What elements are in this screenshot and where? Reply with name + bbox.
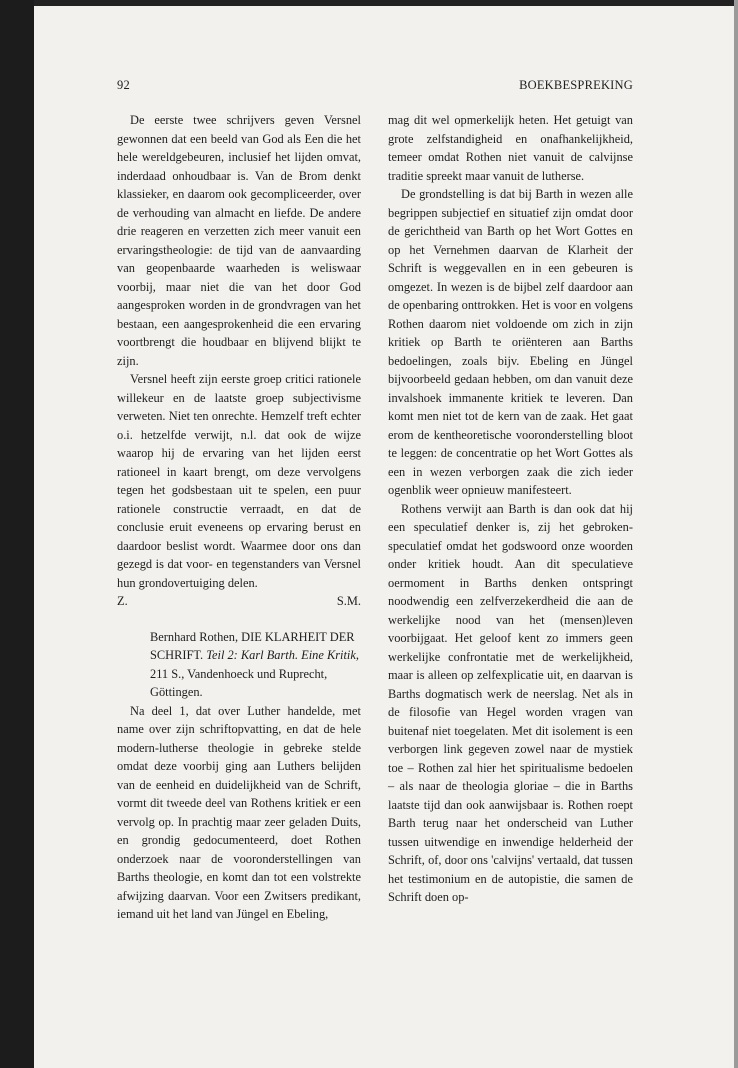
book-subtitle: Teil 2: Karl Barth. Eine Kritik, [206,648,359,662]
paragraph: De eerste twee schrijvers geven Versnel gewonnen dat een beeld van God als Een die het hele wereldgebeuren, inclusief het lijden omvat, inderdaad onhoudbaar is. Van de Brom denkt klassieker, en daarom ook gecompliceerder, over de verhouding van almacht en liefde. De andere drie reageren en verzetten zich meer vanuit een ervaringstheologie: de tijd van de aanvaarding van geopenbaarde waarheden is weliswaar voorbij, maar niet die van het door God aangesproken worden in de grondvragen van het bestaan, een aangesprokenheid die een ervaring voortbrengt die houdbaar en blijvend blijkt te zijn. [117,113,361,368]
book-author-title: Bernhard Rothen, DIE KLARHEIT DER SCHRIFT. [150,629,355,662]
section-title: BOEKBESPREKING [519,78,633,92]
paragraph: De grondstelling is dat bij Barth in wezen alle begrippen subjectief en situatief zijn omdat door de gerichtheid van Barth op het Wort Gottes en op het Vernehmen daarvan de Klarheit der Schrift is weggevallen en in een gebeuren is omgezet. In wezen is de bijbel zelf daardoor aan de openbaring onttrokken. Het is voor en volgens Rothen daarom niet voldoende om zich in zijn kritiek op Barth te oriënteren aan Barths bedoelingen, zoals bijv. Ebeling en Jüngel bijvoorbeeld gedaan hebben, om dan vanuit deze invalshoek immanente kritiek te leveren. Dan komt men niet tot de kern van de zaak. Het gaat erom de kentheoretische vooronderstelling bloot te leggen: de concentratie op het Wort Gottes als een in wezen verborgen zaak die zich ieder ogenblik weer opnieuw manifesteert. [388,187,634,497]
paragraph: Na deel 1, dat over Luther handelde, met name over zijn schriftopvatting, en dat de hele modern-lutherse theologie in gebreke stelde omdat deze voorbij ging aan Luthers belijden van de eenheid en duidelijkheid van de Schrift, vormt dit tweede deel van Rothens kritiek er een vervolg op. In prachtig maar zeer geladen Duits, en grondig gedocumenteerd, doet Rothen onderzoek naar de vooronderstellingen van Barths theologie, en komt dan tot een volstrekte afwijzing daarvan. Voor een Zwitsers predikant, iemand uit het land van Jüngel en Ebeling, [117,703,361,921]
scan-edge-left [0,0,34,1068]
scan-edge-top [0,0,738,6]
scan-edge-right [734,0,738,1068]
signature-initials: S.M. [336,594,361,608]
paragraph: Rothens verwijt aan Barth is dan ook dat hij een speculatief denker is, zij het gebroken-speculatief omdat het godswoord onze woorden onder kritiek houdt. Aan dit speculatieve oermoment in Barths denken ontspringt noodwendig een zelfverzekerdheid die aan de werkelijke nood van het (mensen)leven voorbijgaat. Het geloof kent zo immers geen werkelijke confrontatie met de werkelijkheid, maar is alleen op zelfexplicatie uit, en daarvan is Barths dogmatisch werk de neerslag. Net als in de filosofie van Hegel worden vragen van buitenaf niet toegelaten. Met dit isolement is een verborgen link gegeven zowel naar de mystiek toe – Rothen zal hier het spiritualisme bedoelen – als naar de theologia gloriae – die in Barths laatste tijd dan ook aanwijsbaar is. Rothen roept Barth terug naar het onderscheid van Luther tussen uitwendige en inwendige helderheid der Schrift, of, door ons 'calvijns' vertaald, dat tussen het testimonium en de autopistie, die samen de Schrift doen op- [388,501,633,904]
left-column [117,111,361,924]
book-details: 211 S., Vandenhoeck und Ruprecht, Göttingen. [150,666,328,699]
paragraph: Versnel heeft zijn eerste groep critici rationele willekeur en de laatste groep subjectivisme verweten. Niet ten onrechte. Hemzelf treft echter o.i. hetzelfde verwijt, n.l. dat ook de wijze waarop hij de ervaring van het lijden eerst rationeel in kaart brengt, om deze vervolgens tegen het godsbestaan uit te spelen, een puur rationele constructie verraadt, en dat de conclusie eruit eveneens op ervaring berust en daardoor beslist wordt. Waarmee door ons dan gezegd is dat voor- en tegenstanders van Versnel hun grondovertuiging delen. [117,372,361,590]
right-column [388,111,633,907]
book-reference [150,628,361,702]
review-signature [117,592,361,611]
page-number: 92 [117,78,130,92]
paragraph: mag dit wel opmerkelijk heten. Het getuigt van grote zelfstandigheid en onafhankelijkheid, temeer omdat Rothen niet vanuit de calvijnse traditie spreekt maar vanuit de lutherse. [388,113,633,183]
signature-place: Z. [117,594,128,608]
